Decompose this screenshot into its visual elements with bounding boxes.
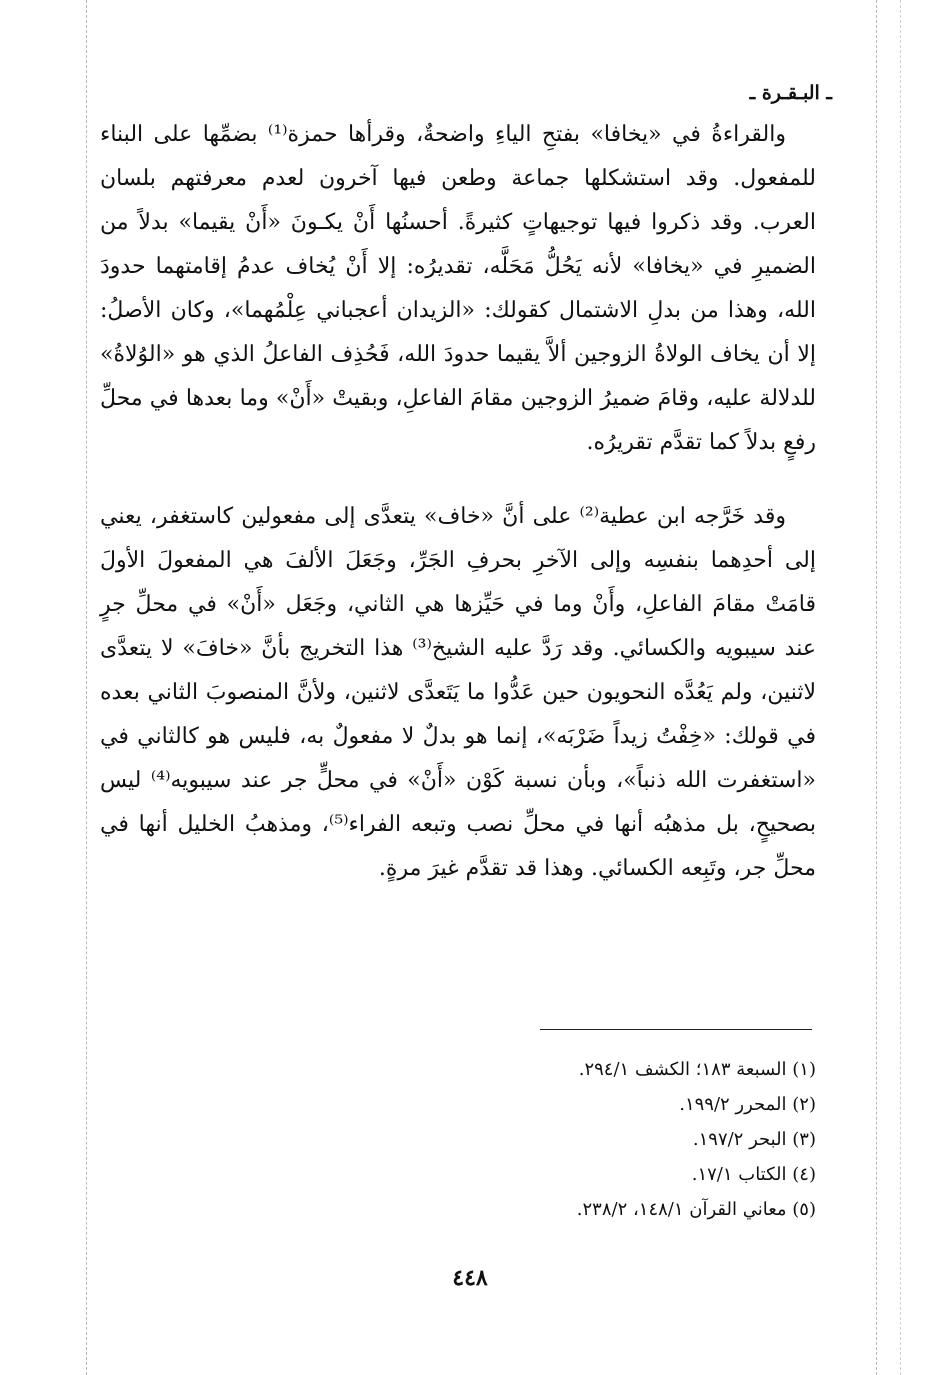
footnote-divider [540,1029,812,1030]
footnote-item: (١) السبعة ١٨٣؛ الكشف ٢٩٤/١. [578,1059,816,1080]
footnote-item: (٣) البحر ١٩٧/٢. [692,1129,816,1150]
running-header: ـ البـقـرة ـ [749,82,832,104]
page-number: ٤٤٨ [452,1265,488,1291]
footnote-item: (٤) الكتاب ١٧/١. [691,1164,816,1185]
paragraph: وقد خَرَّجه ابن عطية⁽²⁾ على أنَّ «خاف» يتعدَّى إلى مفعولين كاستغفر، يعني إلى أحدِهما بنفسِه وإلى الآخرِ بحرفِ الجَرِّ، وجَعَلَ الألفَ هي المفعولَ الأولَ قامَتْ مقامَ الفاعلِ، وأَنْ وما في حَيِّزها هي الثاني، وجَعَل «أَنْ» في محلِّ جرٍ عند سيبويه والكسائي. وقد رَدَّ عليه الشيخ⁽³⁾ هذا التخريج بأنَّ «خافَ» لا يتعدَّى لاثنين، ولم يَعُدَّه النحويون حين عَدُّوا ما يَتَعدَّى لاثنين، ولأنَّ المنصوبَ الثاني بعده في قولك: «خِفْتُ زيداً ضَرْبَه»، إنما هو بدلٌ لا مفعولٌ به، فليس هو كالثاني في «استغفرت الله ذنباً»، وبأن نسبة كَوْن «أَنْ» في محلٍّ جر عند سيبويه⁽⁴⁾ ليس بصحيحٍ، بل مذهبُه أنها في محلِّ نصب وتبعه الفراء⁽⁵⁾، ومذهبُ الخليل أنها في محلِّ جر، وتَبِعه الكسائي. وهذا قد تقدَّم غيرَ مرةٍ. [100,504,817,881]
scan-guide-line-left [86,0,87,1375]
footnote-item: (٥) معاني القرآن ١٤٨/١، ٢٣٨/٢. [576,1199,816,1220]
main-text [100,113,816,891]
footnotes-list [256,1052,816,1227]
footnote-item: (٢) المحرر ١٩٩/٢. [679,1094,816,1115]
paragraph: والقراءةُ في «يخافا» بفتحِ الياءِ واضحةٌ، وقرأها حمزة⁽¹⁾ بضمِّها على البناء للمفعول. وقد استشكلها جماعة وطعن فيها آخرون لعدم معرفتهم بلسان العرب. وقد ذكروا فيها توجيهاتٍ كثيرةً. أحسنُها أَنْ يكـونَ «أَنْ يقيما» بدلاً من الضميرِ في «يخافا» لأنه يَحُلُّ مَحَلَّه، تقديرُه: إلا أَنْ يُخاف عدمُ إقامتهما حدودَ الله، وهذا من بدلِ الاشتمال كقولك: «الزيدان أعجباني عِلْمُهما»، وكان الأصلُ: إلا أن يخاف الولاةُ الزوجين ألاَّ يقيما حدودَ الله، فَحُذِف الفاعلُ الذي هو «الوُلاةُ» للدلالة عليه، وقامَ ضميرُ الزوجين مقامَ الفاعلِ، وبقيتْ «أَنْ» وما بعدها في محلِّ رفعٍ بدلاً كما تقدَّم تقريرُه. [100,122,816,455]
scan-guide-line-right [876,0,877,1375]
scan-guide-line-outer [900,0,901,1375]
